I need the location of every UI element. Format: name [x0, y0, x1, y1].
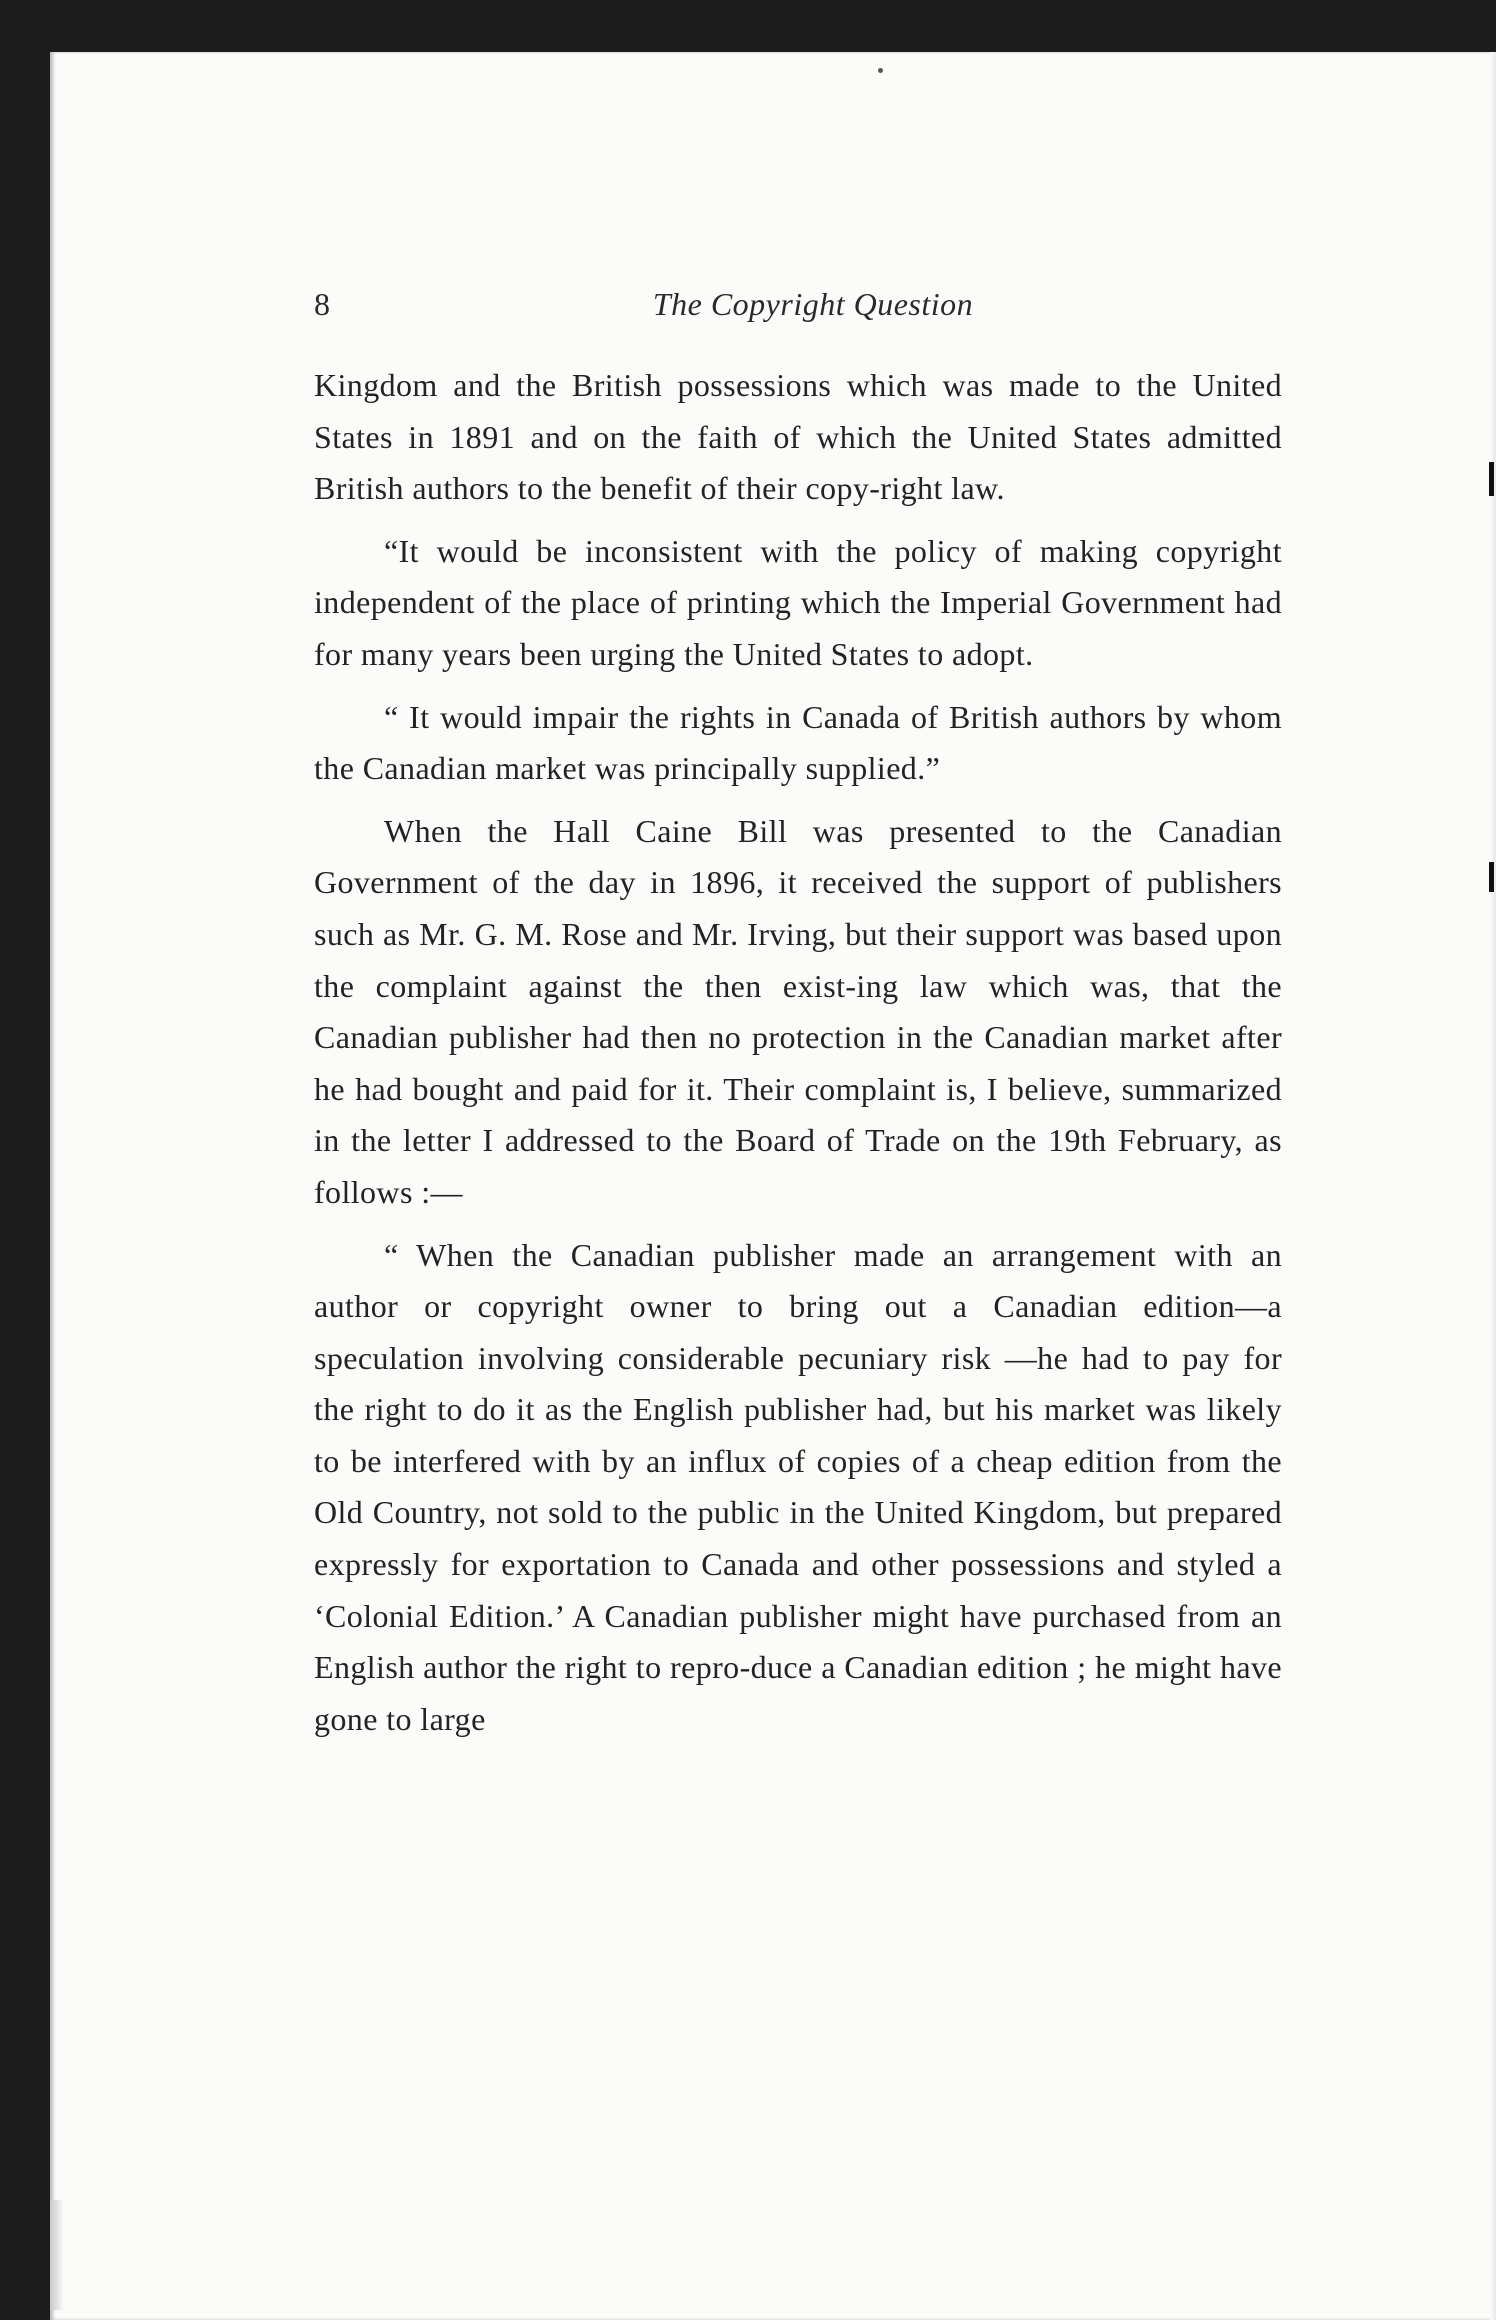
paragraph: “ It would impair the rights in Canada of British authors by whom the Canadian market was principally supplied.” [314, 698, 1282, 787]
running-title: The Copyright Question [652, 286, 974, 322]
edge-mark [1489, 462, 1494, 496]
page-right-edge [1490, 52, 1496, 2320]
page-number: 8 [314, 286, 330, 322]
body-text [314, 360, 1282, 1745]
paragraph: “It would be inconsistent with the policy of making copyright independent of the place of printing which the Imperial Government had for many years been urging the United States to adopt. [314, 532, 1282, 672]
page-header [314, 282, 1282, 326]
paragraph: When the Hall Caine Bill was presented to the Canadian Government of the day in 1896, it received the support of publishers such as Mr. G. M. Rose and Mr. Irving, but their support was based upon the complaint against the then exist-ing law which was, that the Canadian publisher had then no protection in the Canadian market after he had bought and paid for it. Their complaint is, I believe, summarized in the letter I addressed to the Board of Trade on the 19th February, as follows :— [314, 812, 1282, 1210]
paragraph: Kingdom and the British possessions which was made to the United States in 1891 and on the faith of which the United States admitted British authors to the benefit of their copy-right law. [314, 367, 1282, 507]
edge-mark [1489, 862, 1494, 892]
page-edge-shadow [50, 2200, 64, 2310]
paragraph: “ When the Canadian publisher made an arrangement with an author or copyright owner to bring out a Canadian edition—a speculation involving considerable pecuniary risk —he had to pay for the right to do it as the English publisher had, but his market was likely to be interfered with by an influx of copies of a cheap edition from the Old Country, not sold to the public in the United Kingdom, but prepared expressly for exportation to Canada and other possessions and styled a ‘Colonial Edition.’ A Canadian publisher might have purchased from an English author the right to repro-duce a Canadian edition ; he might have gone to large [314, 1236, 1282, 1737]
scan-speck [878, 68, 883, 73]
